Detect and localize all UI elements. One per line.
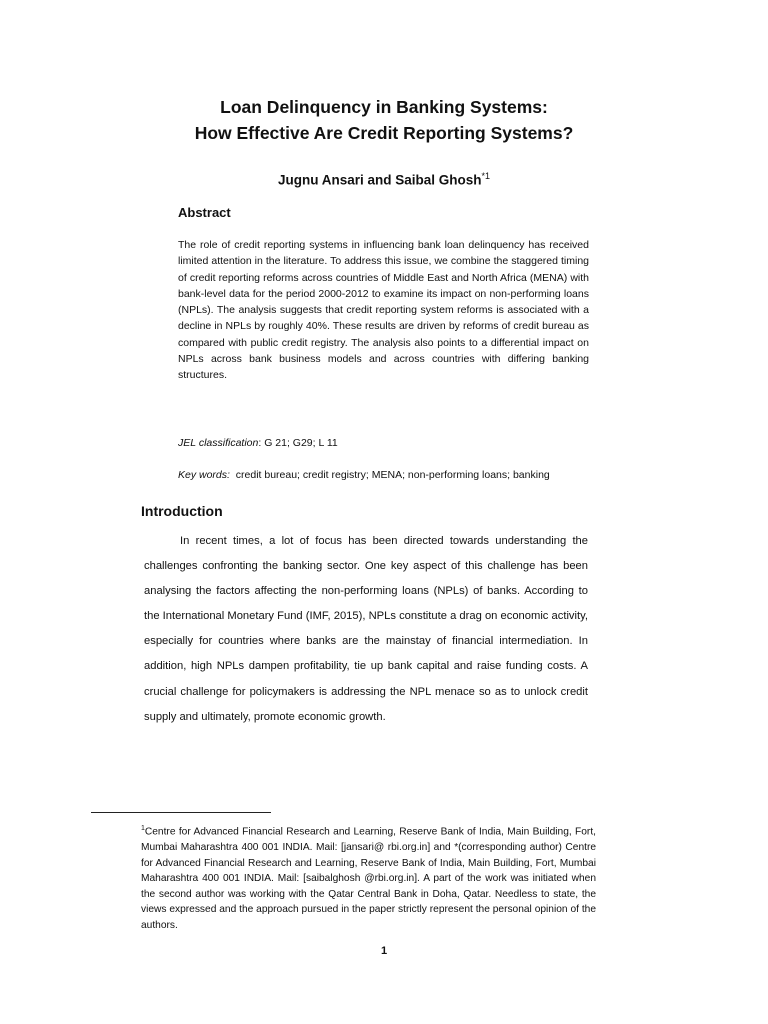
keywords-label: Key words: [178, 469, 230, 481]
title-line-2: How Effective Are Credit Reporting Systems? [194, 123, 574, 143]
footnote-divider [91, 812, 271, 813]
footnote-text: Centre for Advanced Financial Research and Learning, Reserve Bank of India, Main Building, Fort, Mumbai Maharashtra 400 001 INDIA. Mail: [jansari@ rbi.org.in] and *(corresponding author) Centre for Advanced Financial Research and Learning, Reserve Bank of India, Main Building, Fort, Mumbai Maharashtra 400 001 INDIA. Mail: [saibalghosh @rbi.org.in]. A part of the work was initiated when the second author was working with the Qatar Central Bank in Doha, Qatar. Needless to state, the views expressed and the approach pursued in the paper strictly represent the personal opinion of the authors. [141, 826, 596, 931]
jel-label: JEL classification [178, 437, 259, 449]
jel-value: : G 21; G29; L 11 [258, 437, 338, 449]
author-names: Jugnu Ansari and Saibal Ghosh [277, 172, 482, 188]
abstract-text: The role of credit reporting systems in influencing bank loan delinquency has received limited attention in the literature. To address this issue, we combine the staggered timing of credit reporting reforms across countries of Middle East and North Africa (MENA) with bank-level data for the period 2000-2012 to examine its impact on non-performing loans (NPLs). The analysis suggests that credit reporting system reforms is associated with a decline in NPLs by roughly 40%. These results are driven by reforms of credit bureau as compared with public credit registry. The analysis also points to a differential impact on NPLs across bank business models and across countries with differing banking structures. [178, 239, 589, 382]
author-line [0, 167, 768, 190]
footnote [141, 821, 596, 934]
introduction-heading: Introduction [141, 503, 223, 519]
introduction-text: In recent times, a lot of focus has been directed towards understanding the challenges confronting the banking sector. One key aspect of this challenge has been analysing the factors affecting the non-performing loans (NPLs) of banks. According to the International Monetary Fund (IMF, 2015), NPLs constitute a drag on economic activity, especially for countries where banks are the mainstay of financial intermediation. In addition, high NPLs dampen profitability, tie up bank capital and raise funding costs. A crucial challenge for policymakers is addressing the NPL menace so as to unlock credit supply and ultimately, promote economic growth. [144, 535, 588, 723]
title-line-1: Loan Delinquency in Banking Systems: [220, 97, 548, 117]
keywords-value: credit bureau; credit registry; MENA; non-performing loans; banking [229, 469, 550, 481]
keywords-line [178, 467, 550, 483]
footnote-mark: 1 [141, 825, 145, 832]
paper-title [0, 94, 768, 146]
page-number: 1 [380, 945, 388, 957]
jel-classification [178, 435, 338, 451]
abstract-heading: Abstract [178, 205, 231, 220]
author-footnote-mark: *1 [481, 171, 491, 181]
